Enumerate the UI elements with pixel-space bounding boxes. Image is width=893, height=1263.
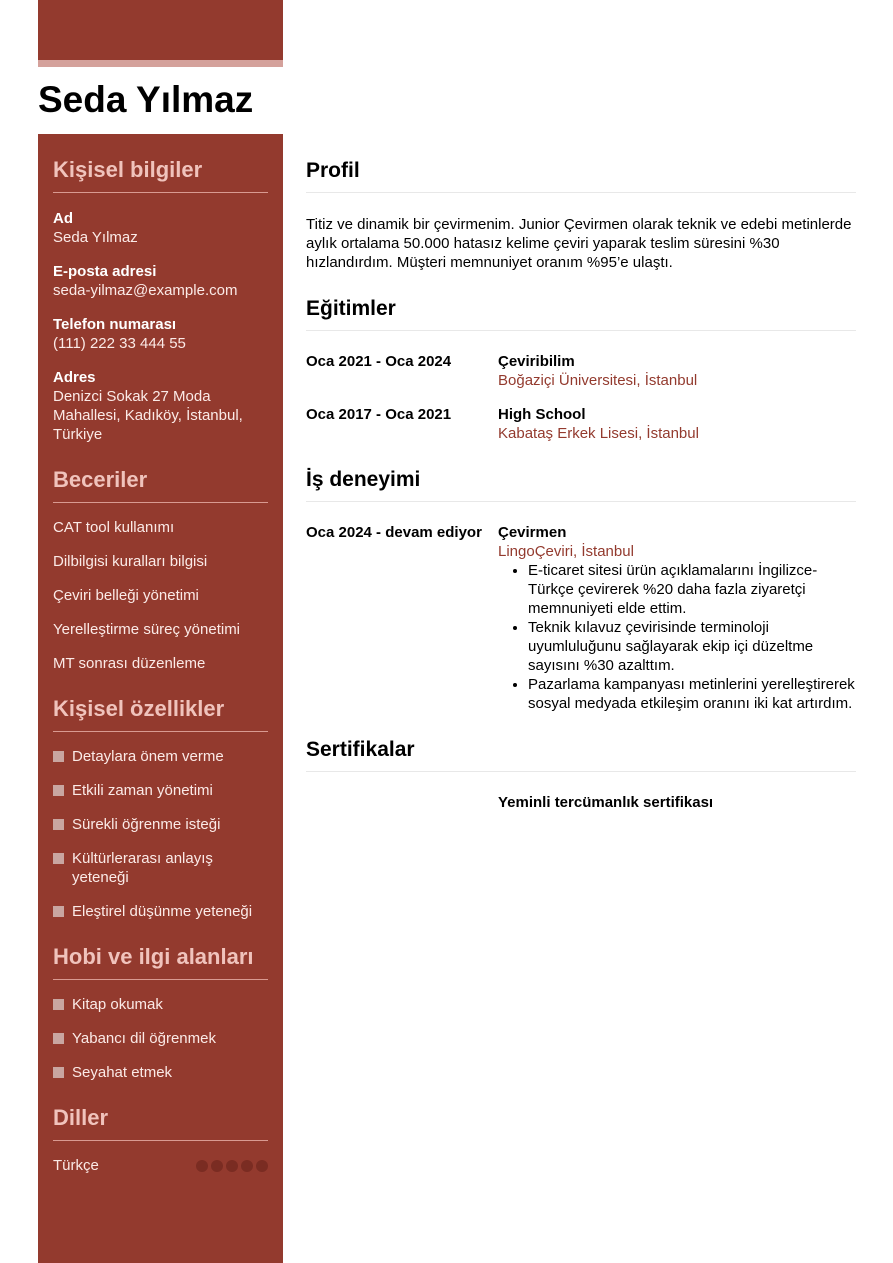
square-bullet-icon	[53, 751, 64, 762]
info-address	[53, 368, 268, 444]
square-bullet-icon	[53, 785, 64, 796]
experience-entry	[306, 523, 856, 713]
info-label: Telefon numarası	[53, 316, 177, 333]
languages-heading: Diller	[53, 1082, 268, 1141]
skill-item: CAT tool kullanımı	[53, 519, 175, 536]
entry-organization: Boğaziçi Üniversitesi, İstanbul	[498, 372, 698, 389]
entry-date: Oca 2017 - Oca 2021	[306, 406, 452, 423]
skill-item: MT sonrası düzenleme	[53, 655, 206, 672]
task-list	[498, 561, 856, 713]
entry-date: Oca 2021 - Oca 2024	[306, 353, 452, 370]
entry-title: Çevirmen	[498, 524, 567, 541]
info-label: E-posta adresi	[53, 263, 157, 280]
square-bullet-icon	[53, 999, 64, 1010]
info-phone	[53, 315, 268, 353]
info-value: Seda Yılmaz	[53, 229, 138, 246]
info-name	[53, 209, 268, 247]
entry-date: Oca 2024 - devam ediyor	[306, 524, 482, 541]
certificates-section	[306, 713, 856, 812]
language-item	[53, 1156, 268, 1175]
info-label: Adres	[53, 369, 96, 386]
skill-item: Yerelleştirme süreç yönetimi	[53, 621, 241, 638]
hobby-label: Seyahat etmek	[72, 1064, 173, 1081]
trait-item	[53, 747, 268, 766]
address-value: Denizci Sokak 27 Moda Mahallesi, Kadıköy, İstanbul, Türkiye	[53, 388, 243, 443]
education-entry	[306, 352, 856, 390]
skill-item: Dilbilgisi kuralları bilgisi	[53, 553, 208, 570]
education-heading: Eğitimler	[306, 272, 856, 331]
trait-label: Eleştirel düşünme yeteneği	[72, 903, 253, 920]
hobby-item	[53, 995, 268, 1014]
language-level-rating	[196, 1160, 268, 1172]
profile-section	[306, 134, 856, 272]
hobby-item	[53, 1029, 268, 1048]
trait-label: Kültürlerarası anlayış yeteneği	[72, 850, 213, 886]
personal-info-heading: Kişisel bilgiler	[53, 134, 268, 193]
skills-heading: Beceriler	[53, 444, 268, 503]
trait-item	[53, 815, 268, 834]
hobby-label: Kitap okumak	[72, 996, 163, 1013]
task-item: • Teknik kılavuz çevirisinde terminoloji uyumluluğunu sağlayarak ekip içi düzeltme sayısını %30 azalttım.	[528, 618, 856, 675]
rating-dot-icon	[241, 1160, 253, 1172]
square-bullet-icon	[53, 853, 64, 864]
skill-item: Çeviri belleği yönetimi	[53, 587, 199, 604]
rating-dot-icon	[211, 1160, 223, 1172]
task-item: • E-ticaret sitesi ürün açıklamalarını İngilizce-Türkçe çevirerek %20 daha fazla ziyaretçi memnuniyeti elde ettim.	[528, 561, 856, 618]
language-name: Türkçe	[53, 1157, 99, 1174]
trait-label: Sürekli öğrenme isteği	[72, 816, 221, 833]
education-section	[306, 272, 856, 443]
email-link[interactable]: seda-yilmaz@example.com	[53, 282, 238, 299]
profile-heading: Profil	[306, 134, 856, 193]
square-bullet-icon	[53, 1067, 64, 1078]
rating-dot-icon	[226, 1160, 238, 1172]
profile-text: Titiz ve dinamik bir çevirmenim. Junior Çevirmen olarak teknik ve edebi metinlerde aylık ortalama 50.000 hatasız kelime çeviri yaparak teslim süresini %30 hızlandırdım. Müşteri memnuniyet oranım %95’e ulaştı.	[306, 216, 852, 271]
candidate-name: Seda Yılmaz	[38, 79, 254, 120]
entry-title: High School	[498, 406, 586, 423]
header-color-band	[38, 0, 283, 60]
trait-label: Detaylara önem verme	[72, 748, 224, 765]
header-accent-stripe	[38, 60, 283, 67]
rating-dot-icon	[256, 1160, 268, 1172]
info-email	[53, 262, 268, 300]
hobbies-heading: Hobi ve ilgi alanları	[53, 921, 268, 980]
sidebar	[38, 134, 283, 1263]
traits-heading: Kişisel özellikler	[53, 673, 268, 732]
entry-title: Çeviribilim	[498, 353, 575, 370]
hobby-item	[53, 1063, 268, 1082]
entry-organization: LingoÇeviri, İstanbul	[498, 543, 634, 560]
info-label: Ad	[53, 210, 73, 227]
task-item: • Pazarlama kampanyası metinlerini yerelleştirerek sosyal medyada etkileşim oranını iki kat artırdım.	[528, 675, 856, 713]
trait-item	[53, 849, 268, 887]
trait-item	[53, 902, 268, 921]
square-bullet-icon	[53, 906, 64, 917]
square-bullet-icon	[53, 1033, 64, 1044]
main-content	[306, 134, 856, 812]
entry-title: Yeminli tercümanlık sertifikası	[498, 794, 714, 811]
entry-date	[306, 793, 498, 812]
certificate-entry	[306, 793, 856, 812]
hobby-label: Yabancı dil öğrenmek	[72, 1030, 216, 1047]
experience-heading: İş deneyimi	[306, 443, 856, 502]
entry-organization: Kabataş Erkek Lisesi, İstanbul	[498, 425, 699, 442]
phone-value: (111) 222 33 444 55	[53, 335, 186, 352]
rating-dot-icon	[196, 1160, 208, 1172]
trait-item	[53, 781, 268, 800]
trait-label: Etkili zaman yönetimi	[72, 782, 213, 799]
experience-section	[306, 443, 856, 713]
square-bullet-icon	[53, 819, 64, 830]
certificates-heading: Sertifikalar	[306, 713, 856, 772]
education-entry	[306, 405, 856, 443]
